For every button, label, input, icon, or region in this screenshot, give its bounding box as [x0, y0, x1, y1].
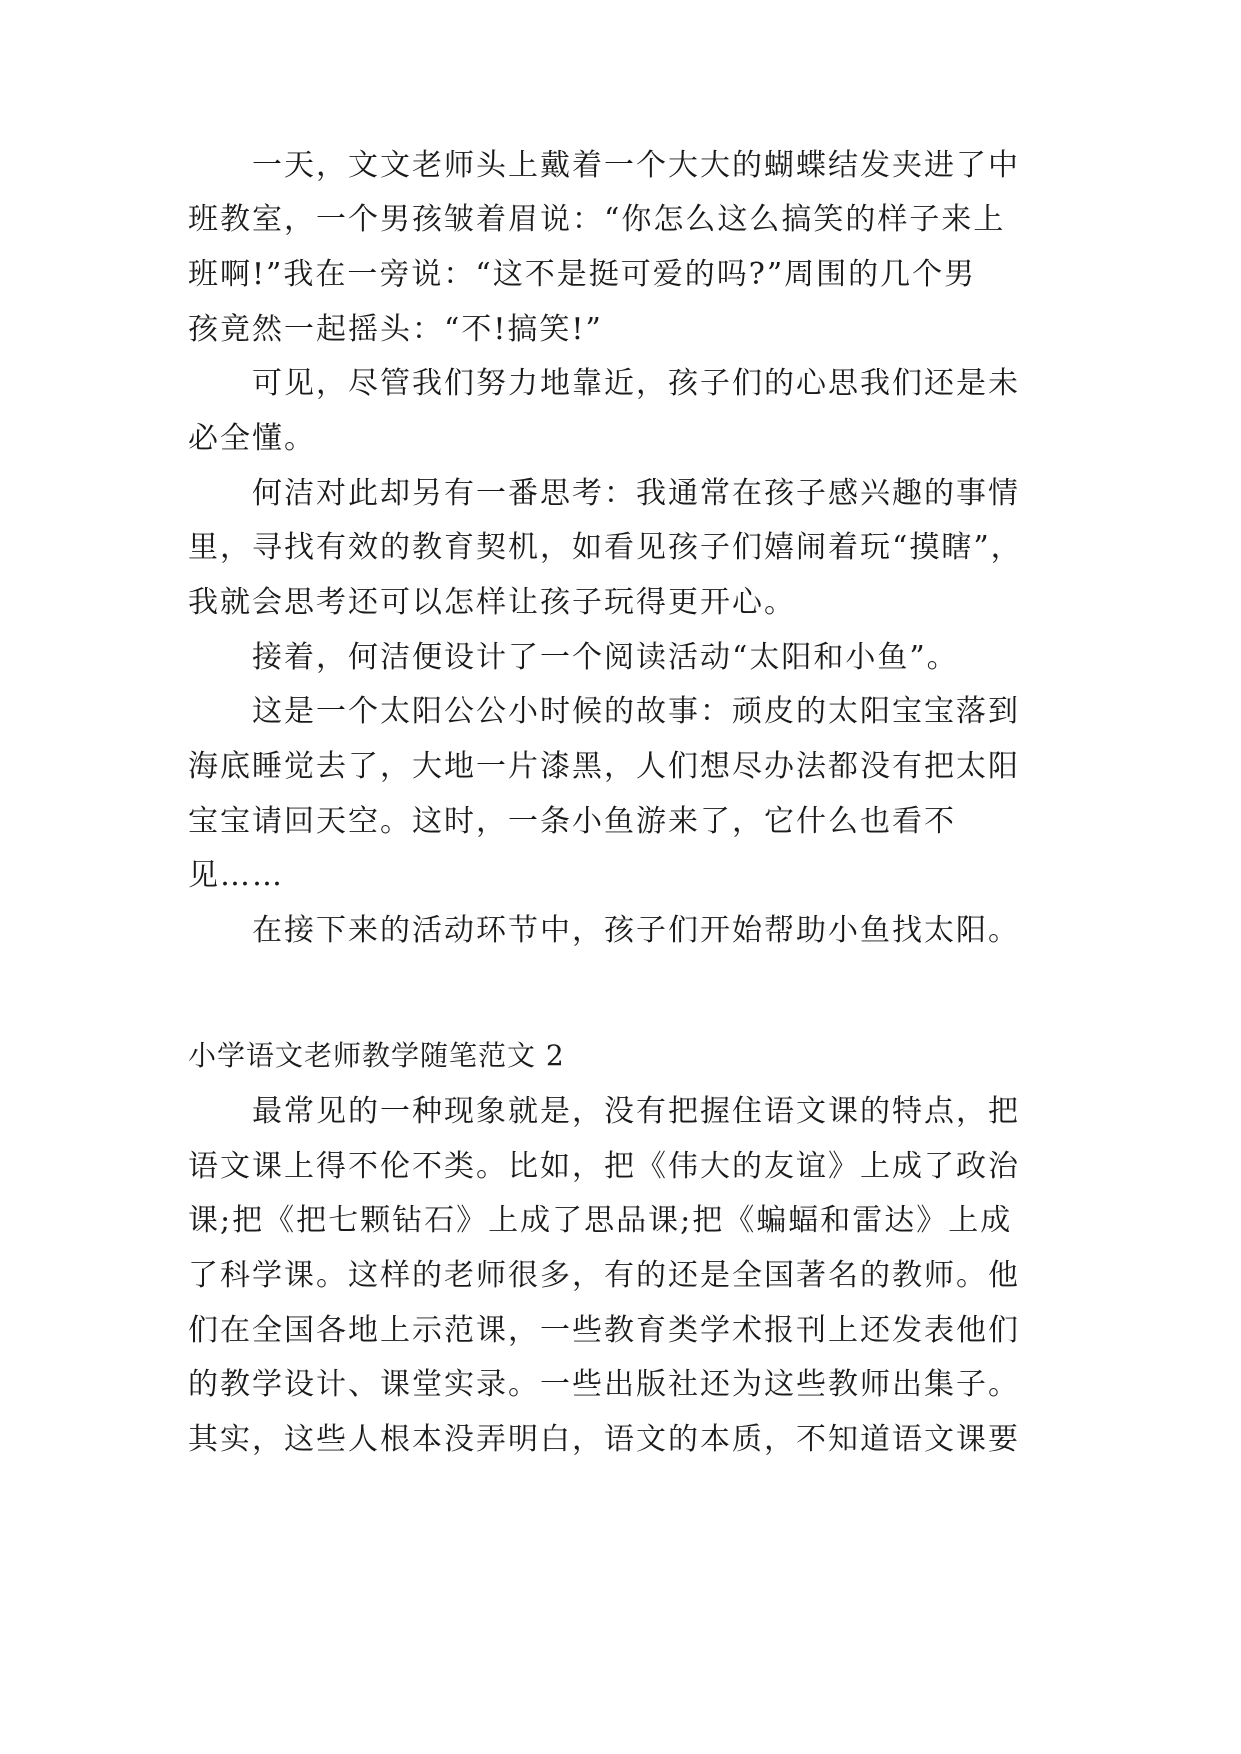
text-line: 们在全国各地上示范课，一些教育类学术报刊上还发表他们	[188, 1313, 1020, 1348]
text-line: 海底睡觉去了，大地一片漆黑，人们想尽办法都没有把太阳	[188, 749, 1020, 784]
text-line: 孩竟然一起摇头：“不!搞笑!”	[188, 312, 603, 347]
text-line: 一天，文文老师头上戴着一个大大的蝴蝶结发夹进了中	[252, 148, 1020, 183]
text-line: 的教学设计、课堂实录。一些出版社还为这些教师出集子。	[188, 1367, 1020, 1402]
text-line: 其实，这些人根本没弄明白，语文的本质，不知道语文课要	[188, 1422, 1020, 1457]
text-line: 了科学课。这样的老师很多，有的还是全国著名的教师。他	[188, 1258, 1020, 1293]
text-line: 可见，尽管我们努力地靠近，孩子们的心思我们还是未	[252, 366, 1020, 401]
text-line: 接着，何洁便设计了一个阅读活动“太阳和小鱼”。	[252, 640, 959, 675]
text-line: 语文课上得不伦不类。比如，把《伟大的友谊》上成了政治	[188, 1149, 1020, 1184]
text-line: 这是一个太阳公公小时候的故事：顽皮的太阳宝宝落到	[252, 694, 1020, 729]
text-line: 何洁对此却另有一番思考：我通常在孩子感兴趣的事情	[252, 476, 1020, 511]
section-title: 小学语文老师教学随笔范文 2	[188, 1039, 565, 1072]
text-line: 里，寻找有效的教育契机，如看见孩子们嬉闹着玩“摸瞎”，	[188, 530, 1023, 565]
text-line: 班啊!”我在一旁说：“这不是挺可爱的吗?”周围的几个男	[188, 257, 977, 292]
text-line: 必全懂。	[188, 421, 316, 456]
text-line: 班教室，一个男孩皱着眉说：“你怎么这么搞笑的样子来上	[188, 202, 1006, 237]
text-line: 在接下来的活动环节中，孩子们开始帮助小鱼找太阳。	[252, 913, 1020, 948]
text-line: 我就会思考还可以怎样让孩子玩得更开心。	[188, 585, 796, 620]
text-line: 最常见的一种现象就是，没有把握住语文课的特点，把	[252, 1094, 1020, 1129]
text-line: 宝宝请回天空。这时，一条小鱼游来了，它什么也看不	[188, 804, 956, 839]
text-line: 见……	[188, 858, 284, 893]
text-line: 课;把《把七颗钻石》上成了思品课;把《蝙蝠和雷达》上成	[188, 1203, 1013, 1238]
